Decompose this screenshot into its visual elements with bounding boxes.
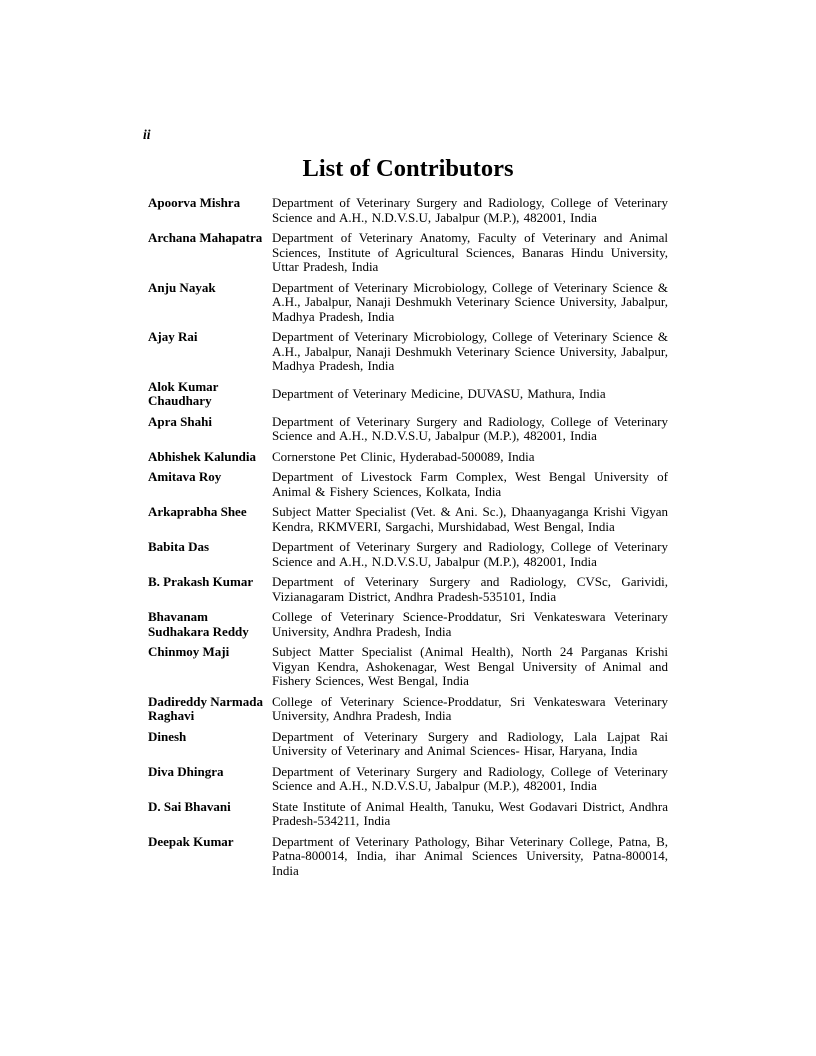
contributor-row [148, 695, 668, 724]
contributor-affiliation: Department of Veterinary Surgery and Radiology, College of Veterinary Science and A.H., N.D.V.S.U, Jabalpur (M.P.), 482001, India [272, 539, 668, 569]
contributor-row [148, 645, 668, 689]
contributor-row [148, 281, 668, 325]
contributor-affiliation: College of Veterinary Science-Proddatur, Sri Venkateswara Veterinary University, Andhra Pradesh, India [272, 609, 668, 639]
contributor-row [148, 415, 668, 444]
contributor-affiliation: Department of Veterinary Surgery and Radiology, CVSc, Garividi, Vizianagaram District, Andhra Pradesh-535101, India [272, 574, 668, 604]
contributor-affiliation: Department of Livestock Farm Complex, West Bengal University of Animal & Fishery Sciences, Kolkata, India [272, 469, 668, 499]
contributor-affiliation: Department of Veterinary Surgery and Radiology, College of Veterinary Science and A.H., N.D.V.S.U, Jabalpur (M.P.), 482001, India [272, 195, 668, 225]
contributor-row [148, 231, 668, 275]
contributor-affiliation: Department of Veterinary Medicine, DUVASU, Mathura, India [272, 386, 606, 402]
contributor-affiliation: Department of Veterinary Pathology, Bihar Veterinary College, Patna, B, Patna-800014, India, ihar Animal Sciences University, Patna-800014, India [272, 833, 668, 878]
contributor-row [148, 575, 668, 604]
contributor-affiliation: Department of Veterinary Surgery and Radiology, Lala Lajpat Rai University of Veterinary and Animal Sciences- Hisar, Haryana, India [272, 728, 668, 759]
contributor-affiliation: College of Veterinary Science-Proddatur, Sri Venkateswara Veterinary University, Andhra Pradesh, India [272, 693, 668, 724]
contributor-name: Apoorva Mishra [148, 195, 241, 210]
contributor-affiliation: Department of Veterinary Microbiology, College of Veterinary Science & A.H., Jabalpur, Nanaji Deshmukh Veterinary Science University, Jabalpur, Madhya Pradesh, India [272, 329, 668, 374]
contributor-row [148, 800, 668, 829]
contributor-row [148, 610, 668, 639]
contributor-name: Anju Nayak [148, 279, 216, 295]
contributor-affiliation: State Institute of Animal Health, Tanuku, West Godavari District, Andhra Pradesh-534211, India [272, 798, 668, 829]
contributor-name: Bhavanam Sudhakara Reddy [148, 609, 249, 639]
contributor-row [148, 835, 668, 879]
contributor-name: D. Sai Bhavani [148, 798, 231, 814]
contributor-name: Deepak Kumar [148, 833, 234, 849]
contributor-name: Alok Kumar Chaudhary [148, 378, 219, 409]
contributor-row [148, 540, 668, 569]
contributor-row [148, 730, 668, 759]
contributor-name: Chinmoy Maji [148, 644, 230, 659]
contributor-name: B. Prakash Kumar [148, 574, 254, 590]
page-number: ii [143, 127, 151, 142]
contributor-name: Apra Shahi [148, 413, 212, 429]
contributor-name: Ajay Rai [148, 329, 198, 345]
contributor-name: Dinesh [148, 728, 187, 744]
contributor-row [148, 330, 668, 374]
contributor-name: Abhishek Kalundia [148, 448, 257, 464]
contributors-list [148, 196, 668, 884]
contributor-name: Amitava Roy [148, 469, 222, 485]
page-title: List of Contributors [302, 155, 514, 182]
contributor-row [148, 765, 668, 794]
contributor-row [148, 505, 668, 534]
contributor-affiliation: Department of Veterinary Anatomy, Faculty of Veterinary and Animal Sciences, Institute of Agricultural Sciences, Banaras Hindu University, Uttar Pradesh, India [272, 229, 668, 275]
contributor-name: Archana Mahapatra [148, 229, 263, 245]
contributor-row [148, 470, 668, 499]
contributor-affiliation: Cornerstone Pet Clinic, Hyderabad-500089, India [272, 448, 535, 464]
contributor-name: Dadireddy Narmada Raghavi [148, 693, 263, 724]
contributor-row [148, 196, 668, 225]
contributor-row [148, 380, 668, 409]
contributor-name: Diva Dhingra [148, 763, 224, 779]
contributor-affiliation: Subject Matter Specialist (Animal Health), North 24 Parganas Krishi Vigyan Kendra, Ashokenagar, West Bengal University of Animal and Fishery Sciences, West Bengal, India [272, 644, 668, 689]
contributor-affiliation: Department of Veterinary Surgery and Radiology, College of Veterinary Science and A.H., N.D.V.S.U, Jabalpur (M.P.), 482001, India [272, 763, 668, 794]
contributor-affiliation: Department of Veterinary Microbiology, College of Veterinary Science & A.H., Jabalpur, Nanaji Deshmukh Veterinary Science University, Jabalpur, Madhya Pradesh, India [272, 279, 668, 324]
contributor-affiliation: Department of Veterinary Surgery and Radiology, College of Veterinary Science and A.H., N.D.V.S.U, Jabalpur (M.P.), 482001, India [272, 413, 668, 444]
contributor-affiliation: Subject Matter Specialist (Vet. & Ani. Sc.), Dhaanyaganga Krishi Vigyan Kendra, RKMVERI, Sargachi, Murshidabad, West Bengal, India [272, 504, 668, 534]
contributor-name: Arkaprabha Shee [148, 504, 247, 520]
contributor-name: Babita Das [148, 539, 210, 555]
contributor-row [148, 450, 668, 465]
